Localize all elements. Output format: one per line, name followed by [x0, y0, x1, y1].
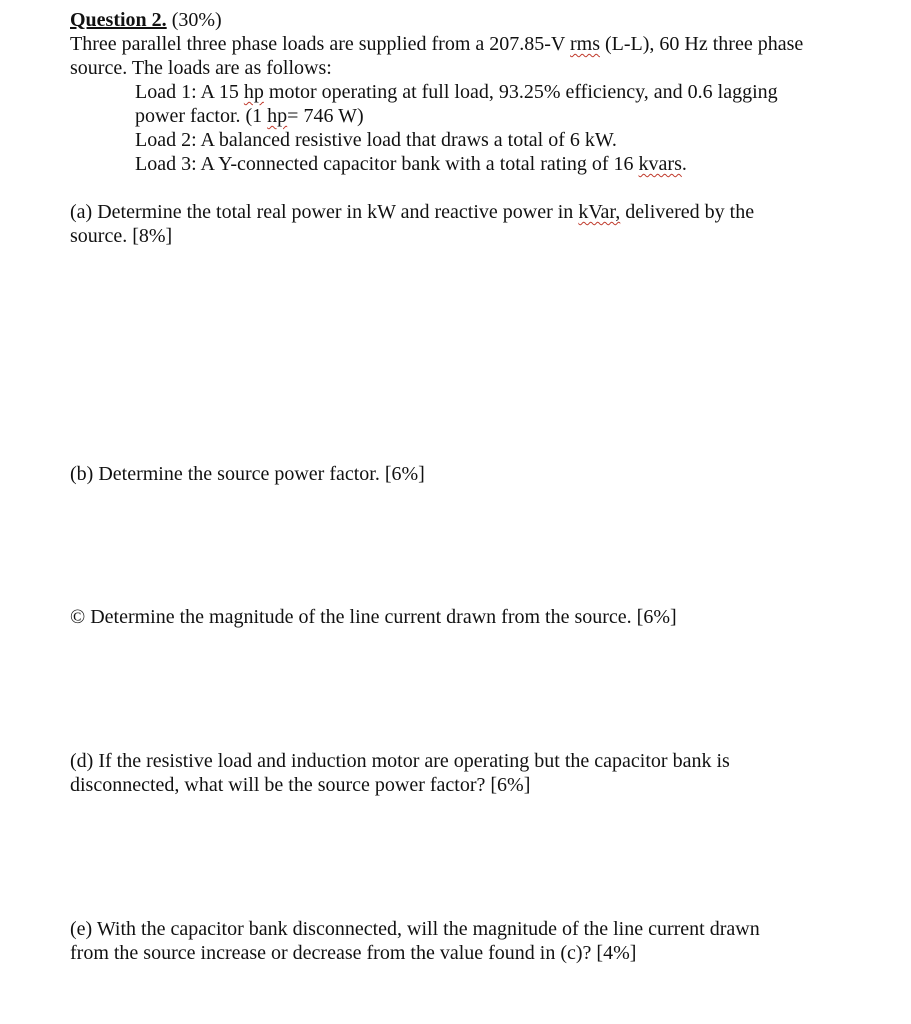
- part-b-line: (b) Determine the source power factor. [6%]: [70, 463, 425, 485]
- part-a-line-2: source. [8%]: [70, 225, 173, 247]
- intro-line-1: [70, 32, 803, 56]
- question-header: [70, 8, 222, 32]
- intro-text: (L-L), 60 Hz three phase: [600, 33, 804, 55]
- part-e-line-2: from the source increase or decrease from the value found in (c)? [4%]: [70, 942, 637, 964]
- part-a-text: (a) Determine the total real power in kW and reactive power in: [70, 201, 579, 223]
- hp-word: hp: [243, 81, 264, 103]
- part-a-text: delivered by the: [620, 201, 755, 223]
- load-2-line: Load 2: A balanced resistive load that draws a total of 6 kW.: [135, 129, 617, 151]
- load-1-line-1: [135, 80, 778, 104]
- part-d-line-1: (d) If the resistive load and induction motor are operating but the capacitor bank is: [70, 750, 730, 772]
- load-3-line: [135, 152, 687, 176]
- load-3-text: Load 3: A Y-connected capacitor bank with a total rating of 16: [135, 153, 639, 175]
- part-d-line-2: disconnected, what will be the source power factor? [6%]: [70, 774, 531, 796]
- load-1-text: power factor. (1: [135, 105, 268, 127]
- load-1-text: motor operating at full load, 93.25% efficiency, and 0.6 lagging: [263, 81, 778, 103]
- part-a-line-1: [70, 200, 754, 224]
- question-weight: (30%): [166, 9, 222, 31]
- load-1-text: = 746 W): [287, 105, 364, 127]
- kvar-word: kVar,: [578, 201, 621, 223]
- rms-word: rms: [570, 33, 600, 55]
- intro-text: Three parallel three phase loads are supplied from a 207.85-V: [70, 33, 570, 55]
- hp-word: hp: [267, 105, 288, 127]
- load-1-text: Load 1: A 15: [135, 81, 244, 103]
- part-c-line: © Determine the magnitude of the line current drawn from the source. [6%]: [70, 606, 677, 628]
- part-e-line-1: (e) With the capacitor bank disconnected, will the magnitude of the line current drawn: [70, 918, 760, 940]
- kvars-word: kvars: [638, 153, 682, 175]
- load-3-text: .: [681, 153, 687, 175]
- intro-line-2: source. The loads are as follows:: [70, 57, 332, 79]
- load-1-line-2: [135, 104, 364, 128]
- question-title: Question 2.: [70, 9, 167, 31]
